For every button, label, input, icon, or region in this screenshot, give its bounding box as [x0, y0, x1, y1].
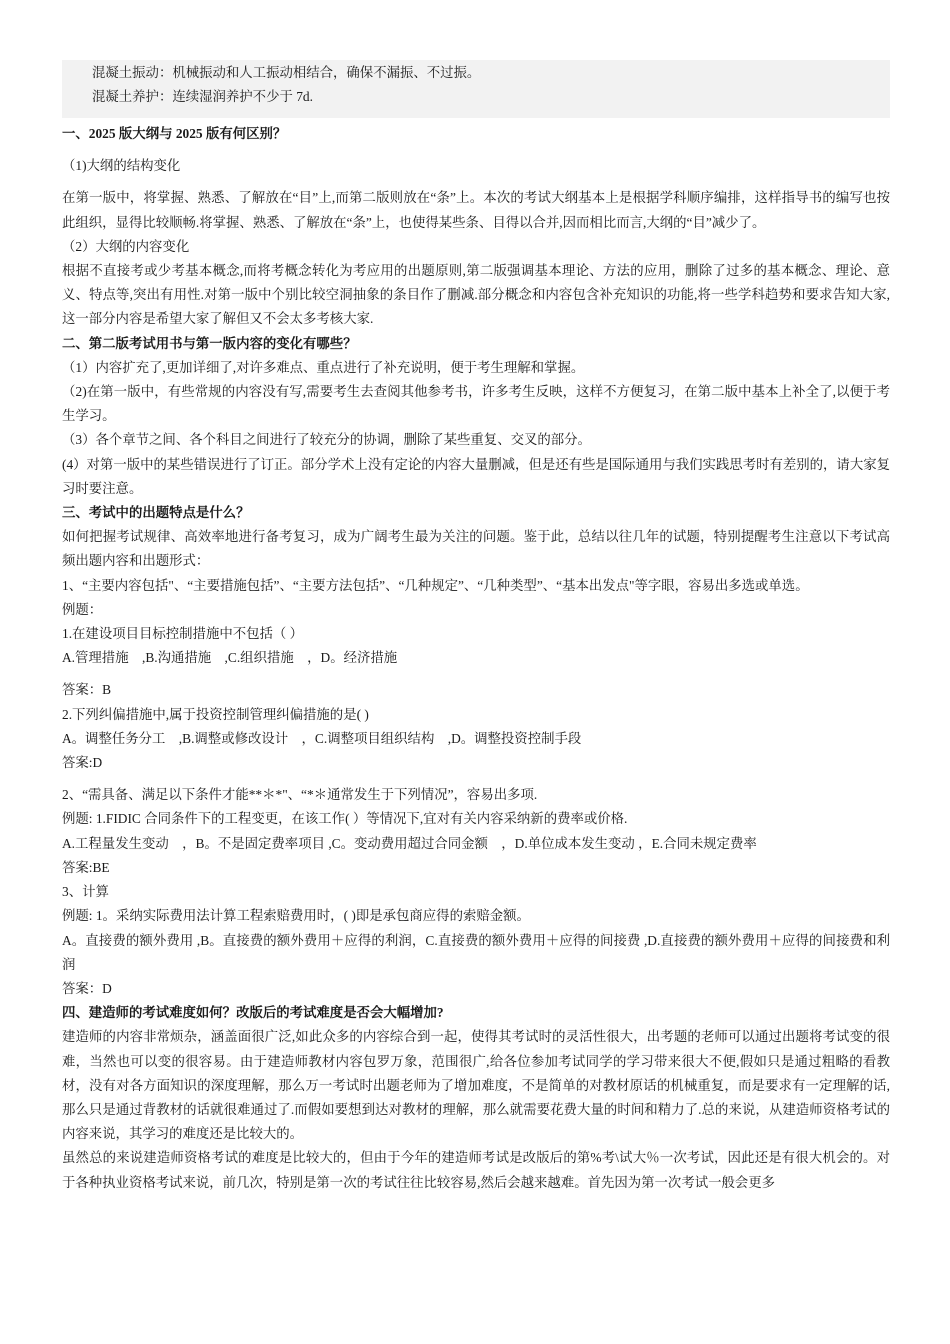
- section-2-item-4: (4）对第一版中的某些错误进行了订正。部分学术上没有定论的内容大量删减，但是还有些是国际通用与我们实践思考时有差别的，请大家复习时要注意。: [62, 456, 890, 496]
- top-note: [62, 61, 920, 109]
- section-3-point-1: 1、“主要内容包括"、“主要措施包括”、“主要方法包括”、“几种规定”、“几种类型”、“基本出发点"等字眼，容易出多选或单选。: [62, 577, 809, 593]
- question-3-options: A.工程量发生变动 ，B。不是固定费率项目 ,C。变动费用超过合同金额 ，D.单位成本发生变动 ，E.合同未规定费率: [62, 835, 757, 851]
- section-1-sub-1: （1)大纲的结构变化: [62, 158, 181, 174]
- section-1-sub-2: （2）大纲的内容变化: [62, 238, 190, 254]
- question-2-answer: 答案:D: [62, 755, 103, 771]
- question-4-options: A。直接费的额外费用 ,B。直接费的额外费用＋应得的利润，C.直接费的额外费用＋应得的间接费 ,D.直接费的额外费用＋应得的间接费和利润: [62, 932, 890, 972]
- section-2-item-1: （1）内容扩充了,更加详细了,对许多难点、重点进行了补充说明，便于考生理解和掌握。: [62, 359, 585, 375]
- example-label: 例题：: [62, 601, 103, 617]
- section-1-paragraph-1: 在第一版中，将掌握、熟悉、了解放在“目”上,而第二版则放在“条”上。本次的考试大纲基本上是根据学科顺序编排，这样指导书的编写也按此组织，显得比较顺畅.将掌握、熟悉、了解放在“条”上，也使得某些条、目得以合并,因而相比而言,大纲的“目”减少了。: [62, 190, 890, 230]
- question-1-answer: 答案：B: [62, 682, 112, 698]
- section-4-paragraph-2: 虽然总的来说建造师资格考试的难度是比较大的，但由于今年的建造师考试是改版后的第%考\试大％一次考试，因此还是有很大机会的。对于各种执业资格考试来说，前几次，特别是第一次的考试往往比较容易,然后会越来越难。首先因为第一次考试一般会更多: [62, 1150, 890, 1190]
- question-2-options: A。调整任务分工 ,B.调整或修改设计 ，C.调整项目组织结构 ,D。调整投资控制手段: [62, 730, 582, 746]
- question-1-options: A.管理措施 ,B.沟通措施 ,C.组织措施 ，D。经济措施: [62, 650, 398, 666]
- section-3-heading: 三、考试中的出题特点是什么？: [62, 505, 250, 521]
- question-1: 1.在建设项目目标控制措施中不包括（ ）: [62, 626, 304, 642]
- note-line-curing: 混凝土养护：连续湿润养护不少于 7d.: [92, 89, 313, 105]
- question-3-answer: 答案:BE: [62, 859, 110, 875]
- question-2: 2.下列纠偏措施中,属于投资控制管理纠偏措施的是( ): [62, 706, 369, 722]
- main-content: [62, 122, 890, 1195]
- question-4: 例题: 1。采纳实际费用法计算工程索赔费用时，( )即是承包商应得的索赔金额。: [62, 908, 530, 924]
- section-2-heading: 二、第二版考试用书与第一版内容的变化有哪些？: [62, 335, 357, 351]
- section-1-paragraph-2: 根据不直接考或少考基本概念,而将考概念转化为考应用的出题原则,第二版强调基本理论、方法的应用，删除了过多的基本概念、理论、意义、特点等,突出有用性.对第一版中个别比较空洞抽象的条目作了删减.部分概念和内容包含补充知识的功能,将一些学科趋势和要求告知大家,这一部分内容是希望大家了解但又不会太多考核大家.: [62, 263, 890, 327]
- question-3: 例题: 1.FIDIC 合同条件下的工程变更，在该工作( ）等情况下,宜对有关内容采纳新的费率或价格.: [62, 811, 628, 827]
- section-3-point-2: 2、“需具备、满足以下条件才能**＊*"、“*＊通常发生于下列情况”，容易出多项.: [62, 787, 538, 803]
- note-line-vibration: 混凝土振动：机械振动和人工振动相结合，确保不漏振、不过振。: [92, 65, 481, 80]
- section-4-heading: 四、建造师的考试难度如何？改版后的考试难度是否会大幅增加?: [62, 1005, 444, 1021]
- section-4-paragraph-1: 建造师的内容非常烦杂，涵盖面很广泛,如此众多的内容综合到一起，使得其考试时的灵活性很大，出考题的老师可以通过出题将考试变的很难，当然也可以变的很容易。由于建造师教材内容包罗万象，范围很广,给各位参加考试同学的学习带来很大不便,假如只是通过粗略的看教材，没有对各方面知识的深度理解，那么万一考试时出题老师为了增加难度，不是简单的对教材原话的机械重复，而是要求有一定理解的话,那么只是通过背教材的话就很难通过了.而假如要想到达对教材的理解，那么就需要花费大量的时间和精力了.总的来说，从建造师资格考试的内容来说，其学习的难度还是比较大的。: [62, 1029, 890, 1142]
- section-3-intro: 如何把握考试规律、高效率地进行备考复习，成为广阔考生最为关注的问题。鉴于此，总结以往几年的试题，特别提醒考生注意以下考试高频出题内容和出题形式：: [62, 529, 890, 569]
- section-2-item-2: （2)在第一版中，有些常规的内容没有写,需要考生去查阅其他参考书，许多考生反映，这样不方便复习，在第二版中基本上补全了,以便于考生学习。: [62, 384, 890, 424]
- section-2-item-3: （3）各个章节之间、各个科目之间进行了较充分的协调，删除了某些重复、交叉的部分。: [62, 432, 591, 448]
- section-3-point-3: 3、计算: [62, 884, 109, 900]
- question-4-answer: 答案：D: [62, 980, 112, 996]
- section-1-heading: 一、2025 版大纲与 2025 版有何区别？: [62, 126, 287, 141]
